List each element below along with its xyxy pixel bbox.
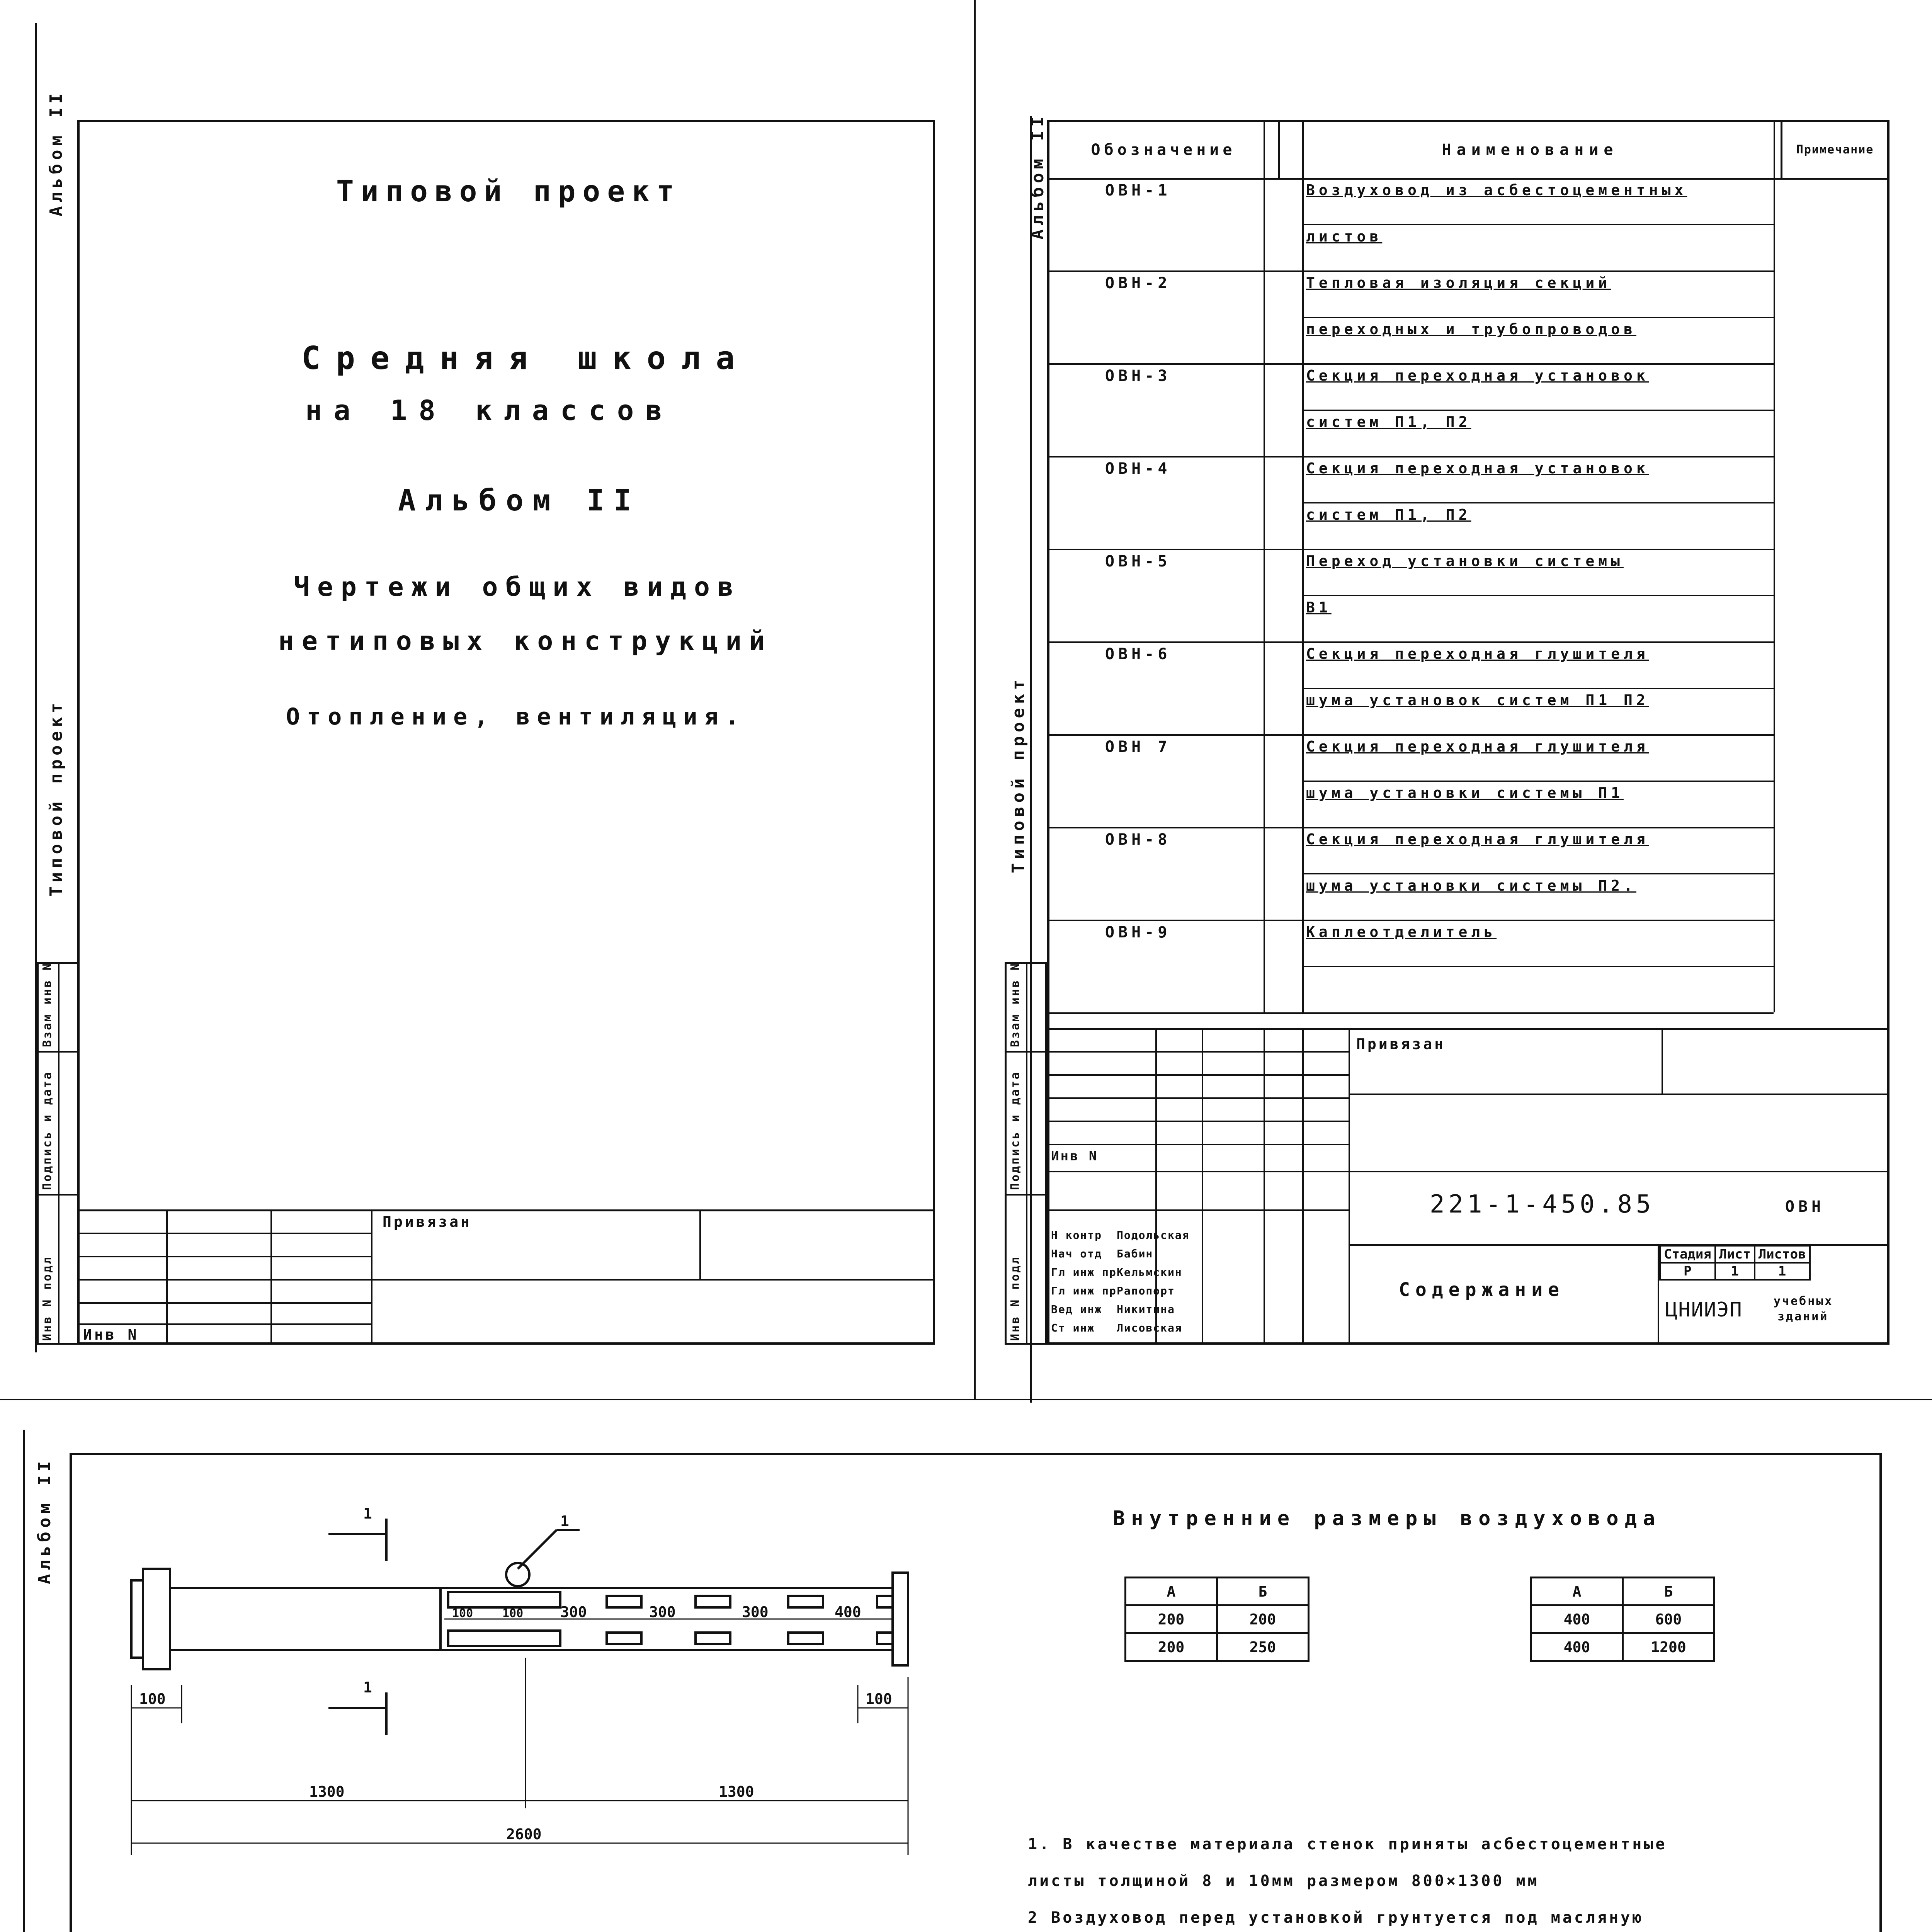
staff-name: Никитина <box>1117 1303 1175 1316</box>
horizontal-divider <box>0 1399 1932 1400</box>
plan-dim-top-2: 100 <box>502 1607 524 1620</box>
left-edge-line-bottom <box>23 1430 25 1932</box>
plan-dim-top-3: 300 <box>560 1604 587 1621</box>
contents-row-code: ОВН-1 <box>1105 182 1171 199</box>
side-album-label: Альбом II <box>46 89 66 216</box>
dims-title: Внутренние размеры воздуховода <box>1113 1507 1662 1530</box>
side-inv-podl: Инв N подл <box>41 1255 54 1341</box>
plan-dim-top-6: 400 <box>835 1604 861 1621</box>
contents-doc-number: 221-1-450.85 <box>1430 1190 1655 1219</box>
note-line: листы толщиной 8 и 10мм размером 800×1300 мм <box>1028 1872 1539 1890</box>
plan-section-mark-bottom: 1 <box>363 1679 372 1696</box>
cover-section: Отопление, вентиляция. <box>286 703 746 730</box>
contents-stage-table: Стадия Лист Листов Р 1 1 <box>1659 1245 1811 1281</box>
staff-name: Рапопорт <box>1117 1284 1175 1297</box>
contents-row-code: ОВН-9 <box>1105 923 1171 941</box>
duct-plan-drawing <box>116 1492 947 1897</box>
header-name: Наименование <box>1279 121 1782 179</box>
detail-2-drawing <box>603 1917 842 1932</box>
side-typical-label-2: Типовой проект <box>1009 676 1028 873</box>
cover-album: Альбом II <box>398 483 641 517</box>
contents-row-name-line2: листов <box>1306 228 1383 245</box>
dims-table-2: А Б 400 600 400 1200 <box>1530 1577 1715 1662</box>
side-sign-date: Подпись и дата <box>41 1071 54 1190</box>
contents-row-name-line1: Каплеотделитель <box>1306 923 1497 940</box>
staff-role: Гл инж пр <box>1051 1266 1117 1279</box>
staff-role: Вед инж <box>1051 1303 1102 1316</box>
contents-org-sub2: зданий <box>1777 1310 1829 1323</box>
contents-row-name-line1: Переход установки системы <box>1306 553 1624 570</box>
plan-dim-end-left: 100 <box>139 1690 166 1708</box>
side-album-label-2: Альбом II <box>1028 112 1048 240</box>
contents-row-name-line2: шума установки системы П2. <box>1306 877 1636 894</box>
contents-row-name-line2: В1 <box>1306 599 1332 616</box>
plan-callout-1: 1 <box>560 1513 569 1530</box>
staff-name: Подольская <box>1117 1229 1190 1242</box>
contents-row-code: ОВН-5 <box>1105 553 1171 570</box>
cover-drawings-line1: Чертежи общих видов <box>294 572 741 602</box>
contents-row-name-line1: Секция переходная установок <box>1306 460 1649 477</box>
plan-dim-top-5: 300 <box>742 1604 769 1621</box>
plan-dim-total: 2600 <box>506 1826 542 1843</box>
contents-row-name-line2: шума установки системы П1 <box>1306 784 1624 801</box>
contents-doc-code: ОВН <box>1785 1198 1825 1216</box>
side-vzam-inv: Взам инв N <box>41 962 54 1047</box>
side-typical-label: Типовой проект <box>46 699 66 896</box>
staff-name: Кельмскин <box>1117 1266 1182 1279</box>
plan-dim-half-right: 1300 <box>719 1783 754 1800</box>
staff-role: Н контр <box>1051 1229 1102 1242</box>
contents-row-code: ОВН 7 <box>1105 738 1171 756</box>
contents-org-name: ЦНИИЭП <box>1665 1298 1743 1321</box>
dims-table-1: А Б 200 200 200 250 <box>1124 1577 1310 1662</box>
contents-row-code: ОВН-8 <box>1105 831 1171 849</box>
contents-row-code: ОВН-6 <box>1105 645 1171 663</box>
side-vzam-inv-2: Взам инв N <box>1009 962 1022 1047</box>
contents-table <box>1047 120 1889 180</box>
header-note: Примечание <box>1782 121 1889 179</box>
contents-row-name-line2: шума установок систем П1 П2 <box>1306 692 1649 709</box>
contents-row-name-line1: Секция переходная глушителя <box>1306 645 1649 662</box>
cover-drawings-line2: нетиповых конструкций <box>278 626 773 656</box>
contents-row-name-line1: Секция переходная установок <box>1306 367 1649 384</box>
cover-frame <box>77 120 935 1345</box>
header-designation: Обозначение <box>1048 121 1279 179</box>
staff-role: Ст инж <box>1051 1321 1095 1334</box>
staff-name: Бабин <box>1117 1247 1153 1260</box>
contents-row-name-line2: переходных и трубопроводов <box>1306 321 1636 338</box>
cover-inv: Инв N <box>83 1326 139 1343</box>
cover-school-line2: на 18 классов <box>305 394 674 427</box>
note-line: 1. В качестве материала стенок приняты асбестоцементные <box>1028 1835 1667 1853</box>
contents-org-sub1: учебных <box>1774 1294 1833 1308</box>
staff-role: Нач отд <box>1051 1247 1102 1260</box>
side-inv-podl-2: Инв N подл <box>1009 1255 1022 1341</box>
contents-doc-title: Содержание <box>1399 1279 1565 1301</box>
contents-privyazan: Привязан <box>1356 1036 1446 1053</box>
plan-dim-top-1: 100 <box>452 1607 473 1620</box>
contents-inv: Инв N <box>1051 1148 1099 1164</box>
plan-dim-half-left: 1300 <box>309 1783 345 1800</box>
vertical-divider <box>974 0 976 1399</box>
contents-row-name-line1: Секция переходная глушителя <box>1306 738 1649 755</box>
plan-dim-top-4: 300 <box>649 1604 676 1621</box>
contents-row-name-line2: систем П1, П2 <box>1306 506 1471 523</box>
note-line: 2 Воздуховод перед установкой грунтуется под масляную <box>1028 1909 1644 1927</box>
contents-row-name-line1: Воздуховод из асбестоцементных <box>1306 182 1687 199</box>
contents-row-name-line1: Тепловая изоляция секций <box>1306 274 1611 291</box>
contents-row-code: ОВН-3 <box>1105 367 1171 385</box>
side-sign-date-2: Подпись и дата <box>1009 1071 1022 1190</box>
contents-row-code: ОВН-4 <box>1105 460 1171 478</box>
contents-row-name-line2: систем П1, П2 <box>1306 413 1471 430</box>
cover-typical-title: Типовой проект <box>336 174 681 208</box>
cover-school-line1: Средняя школа <box>301 340 750 377</box>
contents-row-code: ОВН-2 <box>1105 274 1171 292</box>
plan-dim-end-right: 100 <box>866 1690 892 1708</box>
cover-privyazan: Привязан <box>383 1213 472 1230</box>
contents-row-name-line1: Секция переходная глушителя <box>1306 831 1649 848</box>
staff-role: Гл инж пр <box>1051 1284 1117 1297</box>
plan-section-mark-top: 1 <box>363 1505 372 1522</box>
side-album-label-3: Альбом II <box>35 1457 54 1584</box>
staff-name: Лисовская <box>1117 1321 1182 1334</box>
